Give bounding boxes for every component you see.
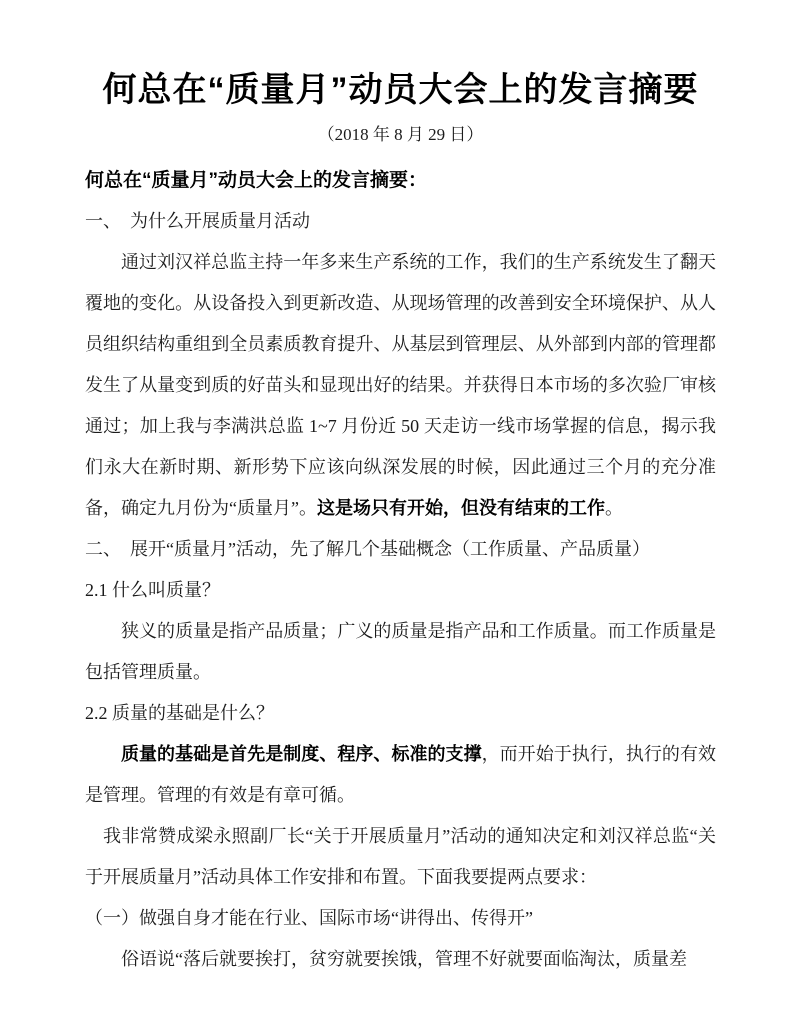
paragraph bbox=[85, 898, 716, 939]
text-run: 我非常赞成梁永照副厂长“关于开展质量月”活动的通知决定和刘汉祥总监“关于开展质量月”活动具体工作安排和布置。下面我要提两点要求： bbox=[85, 826, 716, 887]
text-run: 狭义的质量是指产品质量；广义的质量是指产品和工作质量。而工作质量是包括管理质量。 bbox=[85, 621, 716, 682]
bold-text-run: 何总在“质量月”动员大会上的发言摘要： bbox=[85, 170, 428, 191]
paragraph bbox=[85, 734, 716, 816]
paragraph bbox=[85, 160, 716, 201]
text-run: 2.2 质量的基础是什么？ bbox=[85, 703, 274, 723]
paragraph bbox=[85, 570, 716, 611]
text-run: 二、 展开“质量月”活动，先了解几个基础概念（工作质量、产品质量） bbox=[85, 539, 650, 559]
text-run: 通过刘汉祥总监主持一年多来生产系统的工作，我们的生产系统发生了翻天覆地的变化。从设备投入到更新改造、从现场管理的改善到安全环境保护、从人员组织结构重组到全员素质教育提升、从基层到管理层、从外部到内部的管理都发生了从量变到质的好苗头和显现出好的结果。并获得日本市场的多次验厂审核通过；加上我与李满洪总监 1~7 月份近 50 天走访一线市场掌握的信息，揭示我们永大在新时期、新形势下应该向纵深发展的时候，因此通过三个月的充分准备，确定九月份为“质量月”。 bbox=[85, 252, 716, 518]
document-body bbox=[85, 160, 716, 980]
text-run: 。 bbox=[604, 498, 623, 518]
paragraph bbox=[85, 201, 716, 242]
paragraph bbox=[85, 529, 716, 570]
paragraph bbox=[85, 939, 716, 980]
text-run: 俗语说“落后就要挨打，贫穷就要挨饿，管理不好就要面临淘汰，质量差 bbox=[121, 949, 687, 969]
paragraph bbox=[85, 816, 716, 898]
text-run: 2.1 什么叫质量？ bbox=[85, 580, 220, 600]
paragraph bbox=[85, 242, 716, 529]
paragraph bbox=[85, 693, 716, 734]
paragraph bbox=[85, 611, 716, 693]
document-title: 何总在“质量月”动员大会上的发言摘要 bbox=[102, 71, 699, 109]
bold-text-run: 质量的基础是首先是制度、程序、标准的支撑 bbox=[121, 744, 482, 764]
text-run: ，而开始于执行，执行的有效是管理。管理的有效是有章可循。 bbox=[85, 744, 716, 805]
text-run: 一、 为什么开展质量月活动 bbox=[85, 211, 310, 231]
text-run: （一）做强自身才能在行业、国际市场“讲得出、传得开” bbox=[85, 908, 533, 928]
bold-text-run: 这是场只有开始，但没有结束的工作 bbox=[316, 498, 605, 518]
document-date: （2018 年 8 月 29 日） bbox=[317, 125, 484, 144]
